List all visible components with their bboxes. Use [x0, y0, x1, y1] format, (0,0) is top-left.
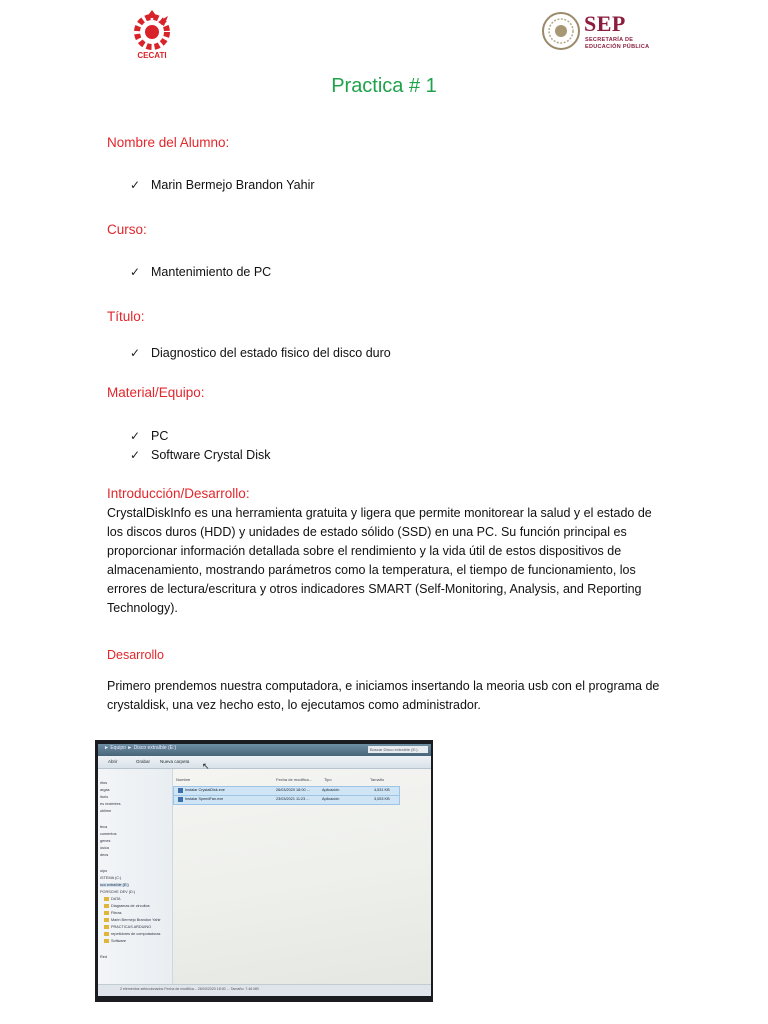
- folder-icon: [104, 939, 109, 943]
- nav-item: cumentos: [100, 832, 117, 836]
- search-box: Buscar Disco extraíble (E:): [368, 746, 428, 753]
- nav-item: itorio: [100, 795, 109, 799]
- folder-icon: [104, 911, 109, 915]
- development-heading: Desarrollo: [107, 648, 164, 662]
- file-name: Instalar SpeedFan.exe: [185, 797, 224, 801]
- application-icon: [178, 797, 183, 802]
- nav-folder: Fibras: [104, 911, 122, 915]
- intro-heading: Introducción/Desarrollo:: [107, 486, 250, 501]
- nav-folder: PRACTICAS ARDUINO: [104, 925, 151, 929]
- explorer-toolbar: [98, 756, 431, 769]
- nav-item: argas: [100, 788, 110, 792]
- checkmark-icon: ✓: [130, 265, 141, 279]
- mouse-cursor-icon: ↖: [202, 761, 210, 771]
- new-folder-button: Nueva carpeta: [160, 759, 190, 764]
- sep-logo: [542, 12, 662, 54]
- open-button: Abrir: [108, 759, 118, 764]
- status-text: 2 elementos seleccionados Fecha de modifica... 26/03/2020 18:00 ... Tamaño: 7.46 MB: [120, 987, 259, 991]
- explorer-window: [98, 744, 431, 996]
- file-date: 23/03/2021 11:23 ...: [276, 797, 310, 801]
- nav-item: deos: [100, 853, 109, 857]
- nav-item: teca: [100, 825, 108, 829]
- address-path: ► Equipo ► Disco extraíble (E:): [104, 745, 177, 751]
- navigation-pane: [98, 769, 173, 984]
- nav-folder: repetidores de computadoras: [104, 932, 160, 936]
- file-name: Instalar CrystalDisk.exe: [185, 788, 225, 792]
- checkmark-icon: ✓: [130, 448, 141, 462]
- nav-item: es recientes: [100, 802, 121, 806]
- sep-name: SEP: [584, 11, 626, 36]
- title-heading: Título:: [107, 309, 145, 324]
- file-type: Aplicación: [322, 797, 340, 801]
- checkmark-icon: ✓: [130, 346, 141, 360]
- column-header-type: Tipo: [324, 777, 332, 782]
- cecati-logo: [128, 8, 176, 62]
- student-name-item: [130, 178, 315, 192]
- file-date: 26/03/2020 18:00 ...: [276, 788, 310, 792]
- student-heading: Nombre del Alumno:: [107, 135, 230, 150]
- column-header-size: Tamaño: [370, 777, 385, 782]
- material-heading: Material/Equipo:: [107, 385, 205, 400]
- folder-icon: [104, 904, 109, 908]
- application-icon: [178, 788, 183, 793]
- checkmark-icon: ✓: [130, 178, 141, 192]
- nav-item: uipo: [100, 869, 108, 873]
- course-heading: Curso:: [107, 222, 147, 237]
- sep-subtitle: SECRETARÍA DE EDUCACIÓN PÚBLICA: [585, 37, 650, 50]
- intro-paragraph: CrystalDiskInfo es una herramienta gratuita y ligera que permite monitorear la salud y el estado de los discos duros (HDD) y unidades de estado sólido (SSD) en una PC. Su función principal es proporcionar información detallada sobre el rendimiento y la vida útil de estos dispositivos de almacenamiento, mostrando parámetros como la temperatura, el tiempo de funcionamiento, los errores de lectura/escritura y otros indicadores SMART (Self-Monitoring, Analysis, and Reporting Technology).: [107, 506, 652, 615]
- material-pc: PC: [151, 429, 169, 443]
- nav-item: úsica: [100, 846, 109, 850]
- folder-icon: [104, 918, 109, 922]
- title-item: [130, 346, 391, 360]
- mexico-seal-icon: [542, 12, 580, 50]
- nav-item: ublime: [100, 809, 112, 813]
- nav-item: PORSCHE DEV (D:): [100, 890, 136, 894]
- svg-text:CECATI: CECATI: [137, 51, 167, 60]
- title-value: Diagnostico del estado fisico del disco duro: [151, 346, 391, 360]
- file-size: 4,531 KB: [374, 788, 390, 792]
- folder-icon: [104, 897, 109, 901]
- column-header-date: Fecha de modifica...: [276, 777, 313, 782]
- material-item: [130, 448, 270, 462]
- file-type: Aplicación: [322, 788, 340, 792]
- status-bar: [98, 984, 431, 996]
- course-item: [130, 265, 271, 279]
- file-row: [173, 795, 400, 805]
- nav-item: genes: [100, 839, 111, 843]
- nav-folder: Marin Bermejo Brandon Yahir: [104, 918, 161, 922]
- nav-folder: DATA: [104, 897, 121, 901]
- screenshot-photo: [95, 740, 433, 1002]
- nav-item: ISTEMA (C:): [100, 876, 122, 880]
- nav-item: ritos: [100, 781, 108, 785]
- nav-item: Red: [100, 955, 107, 959]
- column-header-name: Nombre: [176, 777, 191, 782]
- file-size: 3,053 KB: [374, 797, 390, 801]
- development-paragraph: Primero prendemos nuestra computadora, e iniciamos insertando la meoria usb con el programa de crystaldisk, una vez hecho esto, lo ejecutamos como administrador.: [107, 679, 660, 712]
- checkmark-icon: ✓: [130, 429, 141, 443]
- address-bar: [98, 744, 431, 756]
- folder-icon: [104, 925, 109, 929]
- course-value: Mantenimiento de PC: [151, 265, 272, 279]
- page-title: Practica # 1: [331, 75, 437, 97]
- nav-folder: Software: [104, 939, 126, 943]
- nav-folder: Diagramas de circuitos: [104, 904, 150, 908]
- burn-button: Grabar: [136, 759, 151, 764]
- student-name: Marin Bermejo Brandon Yahir: [151, 178, 315, 192]
- folder-icon: [104, 932, 109, 936]
- nav-item-selected: sco extraíble (E:): [100, 883, 129, 887]
- material-item: [130, 429, 168, 443]
- material-software: Software Crystal Disk: [151, 448, 271, 462]
